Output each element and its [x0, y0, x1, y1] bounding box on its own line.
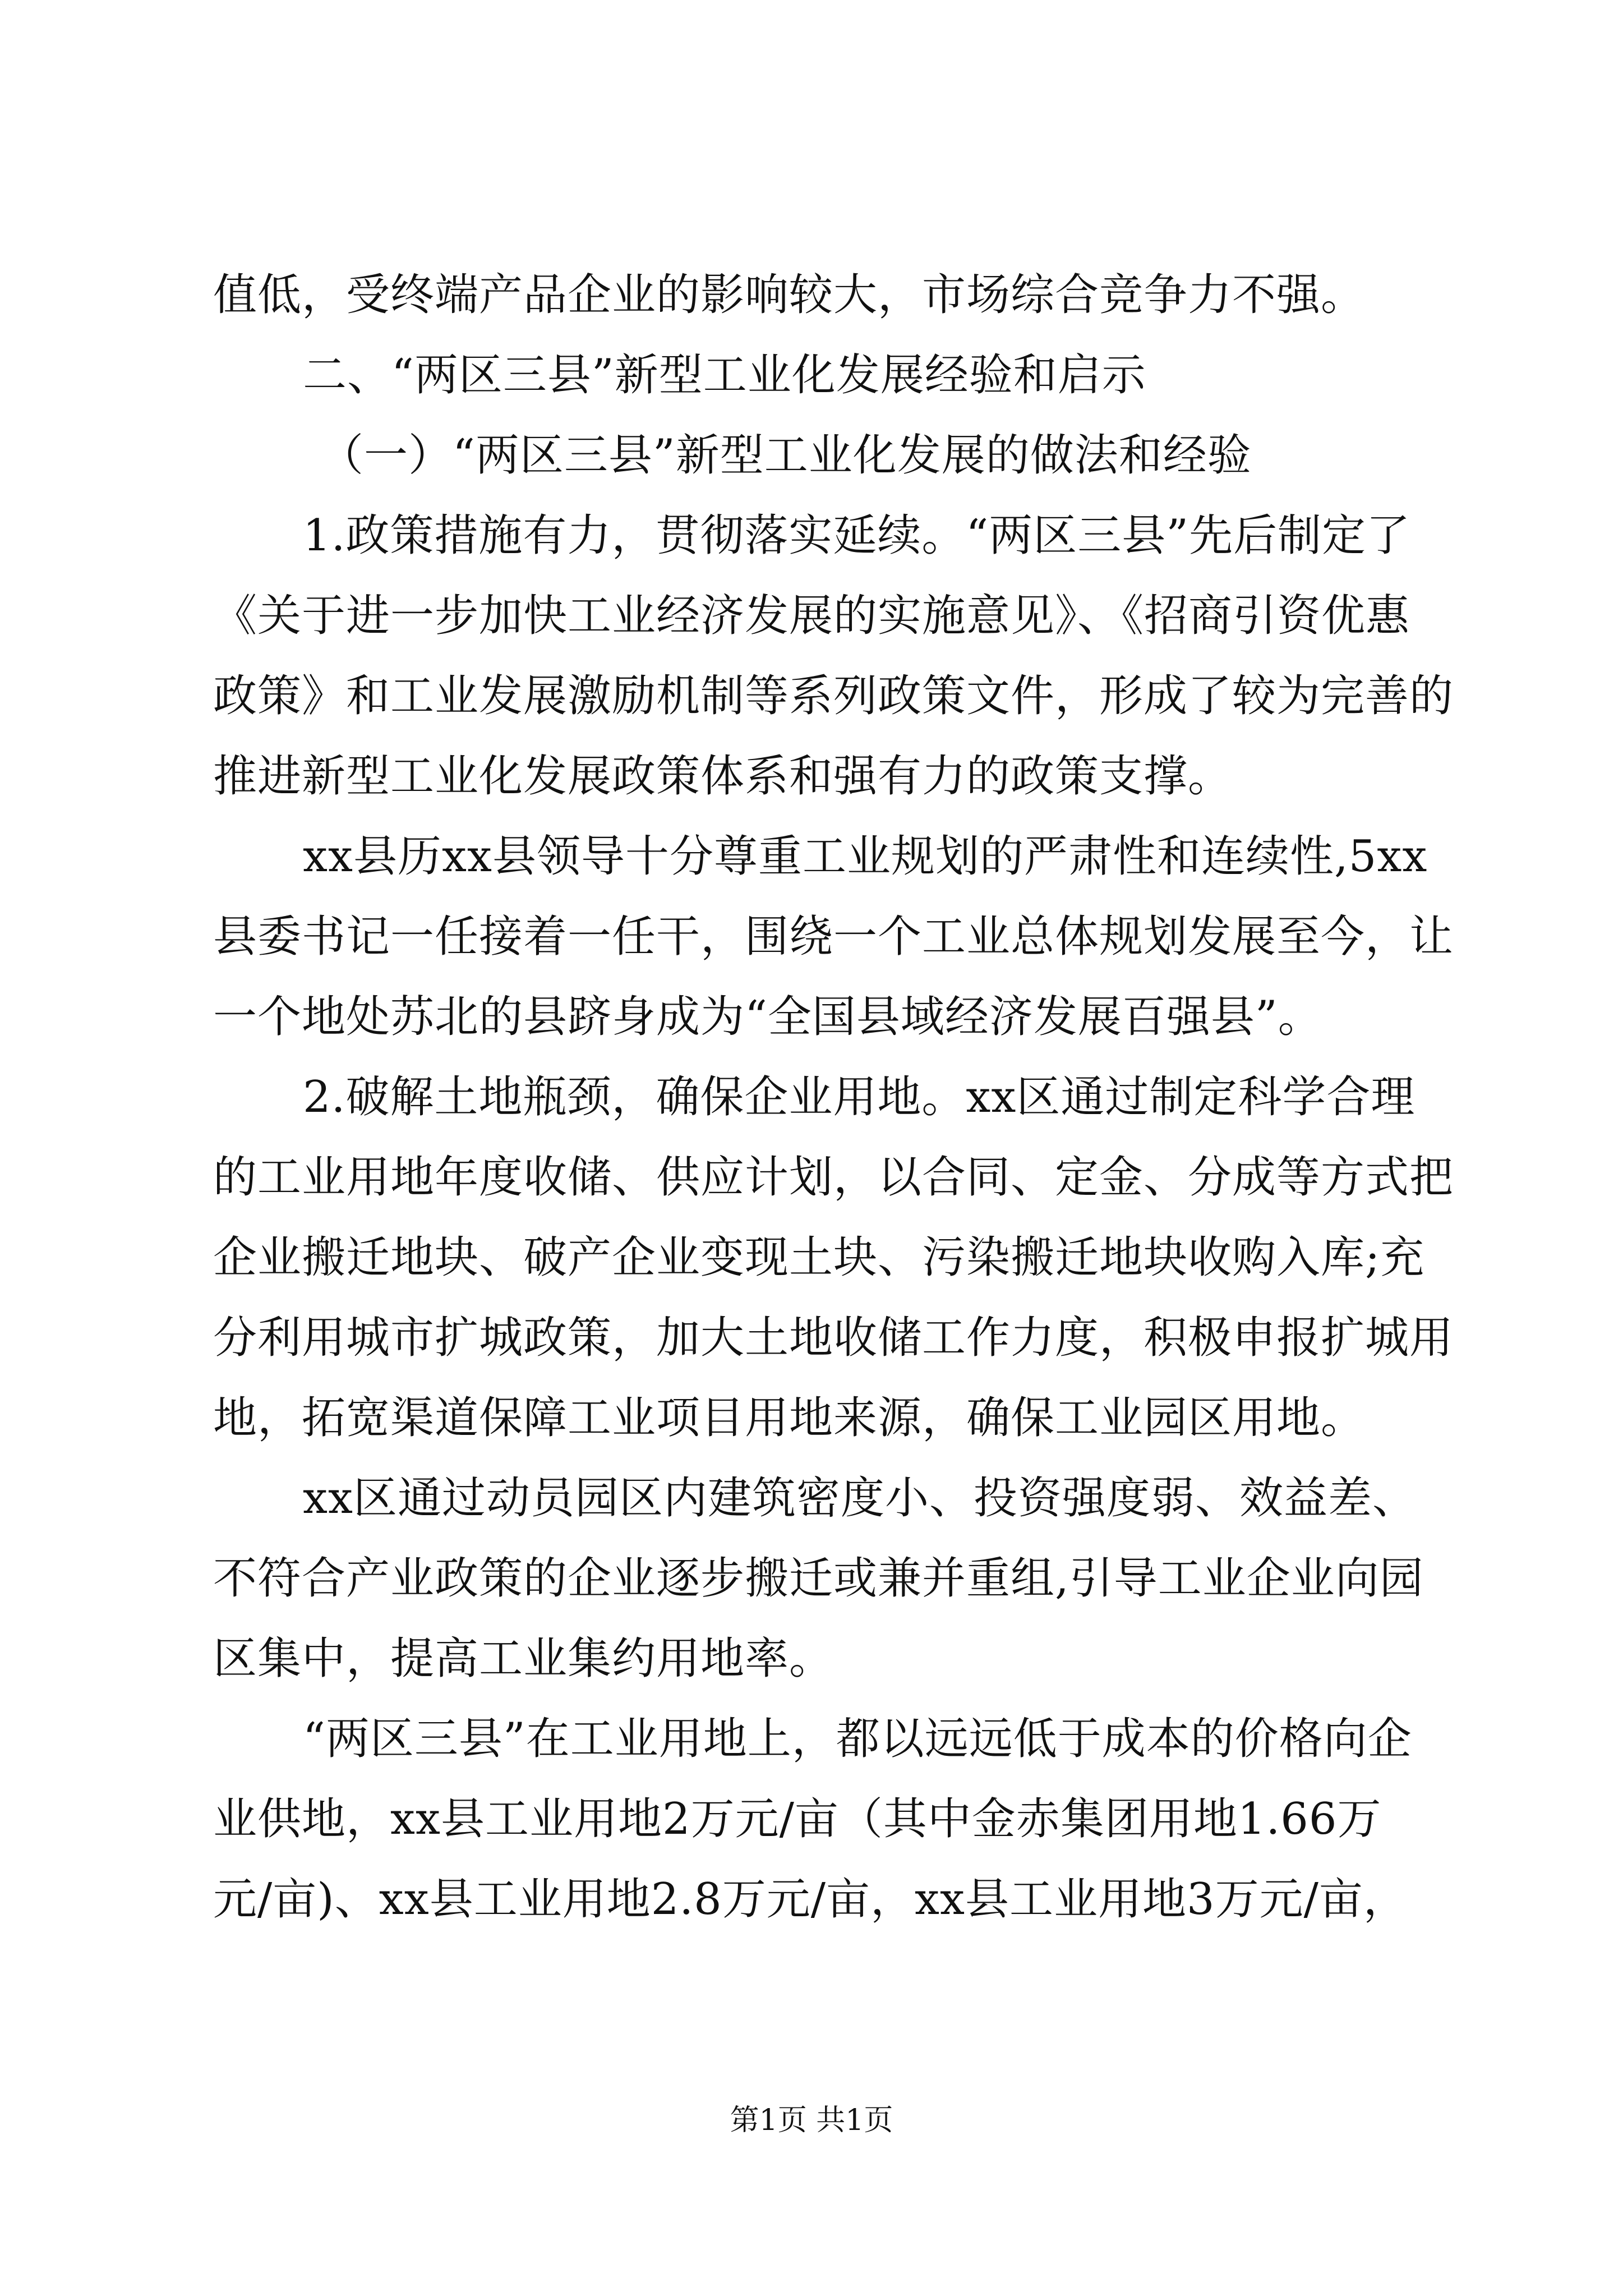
paragraph-start: “两区三县”在工业用地上，都以远远低于成本的价格向企 — [303, 1714, 1412, 1764]
subsection-heading: （一）“两区三县”新型工业化发展的做法和经验 — [320, 430, 1252, 481]
text-line: 元/亩)、xx县工业用地2.8万元/亩，xx县工业用地3万元/亩， — [213, 1874, 1408, 1925]
text-line: 值低，受终端产品企业的影响较大，市场综合竞争力不强。 — [213, 270, 1366, 320]
paragraph-start: 2.破解土地瓶颈，确保企业用地。xx区通过制定科学合理 — [303, 1072, 1415, 1122]
text-line: 一个地处苏北的县跻身成为“全国县域经济发展百强县”。 — [213, 992, 1322, 1042]
text-line: 县委书记一任接着一任干，围绕一个工业总体规划发展至今，让 — [213, 912, 1454, 962]
paragraph-start: xx县历xx县领导十分尊重工业规划的严肃性和连续性,5xx — [303, 831, 1428, 882]
text-line: 分利用城市扩城政策，加大土地收储工作力度，积极申报扩城用 — [213, 1313, 1454, 1363]
text-line: 《关于进一步加快工业经济发展的实施意见》、《招商引资优惠 — [213, 591, 1410, 641]
document-body — [213, 255, 1454, 1940]
page-number-label: 第1页 共1页 — [730, 2104, 893, 2137]
section-heading: 二、“两区三县”新型工业化发展经验和启示 — [303, 350, 1146, 401]
text-line: 不符合产业政策的企业逐步搬迁或兼并重组,引导工业企业向园 — [213, 1553, 1424, 1604]
paragraph-start: xx区通过动员园区内建筑密度小、投资强度弱、效益差、 — [303, 1473, 1417, 1524]
page-footer — [0, 2101, 1623, 2140]
text-line: 区集中，提高工业集约用地率。 — [213, 1634, 834, 1684]
text-line: 的工业用地年度收储、供应计划，以合同、定金、分成等方式把 — [213, 1152, 1454, 1203]
text-line: 地，拓宽渠道保障工业项目用地来源，确保工业园区用地。 — [213, 1393, 1366, 1443]
text-line: 业供地，xx县工业用地2万元/亩（其中金赤集团用地1.66万 — [213, 1794, 1382, 1844]
text-line: 政策》和工业发展激励机制等系列政策文件，形成了较为完善的 — [213, 671, 1454, 721]
text-line: 企业搬迁地块、破产企业变现土块、污染搬迁地块收购入库;充 — [213, 1232, 1425, 1283]
paragraph-start: 1.政策措施有力，贯彻落实延续。“两区三县”先后制定了 — [303, 510, 1411, 561]
text-line: 推进新型工业化发展政策体系和强有力的政策支撑。 — [213, 751, 1233, 802]
